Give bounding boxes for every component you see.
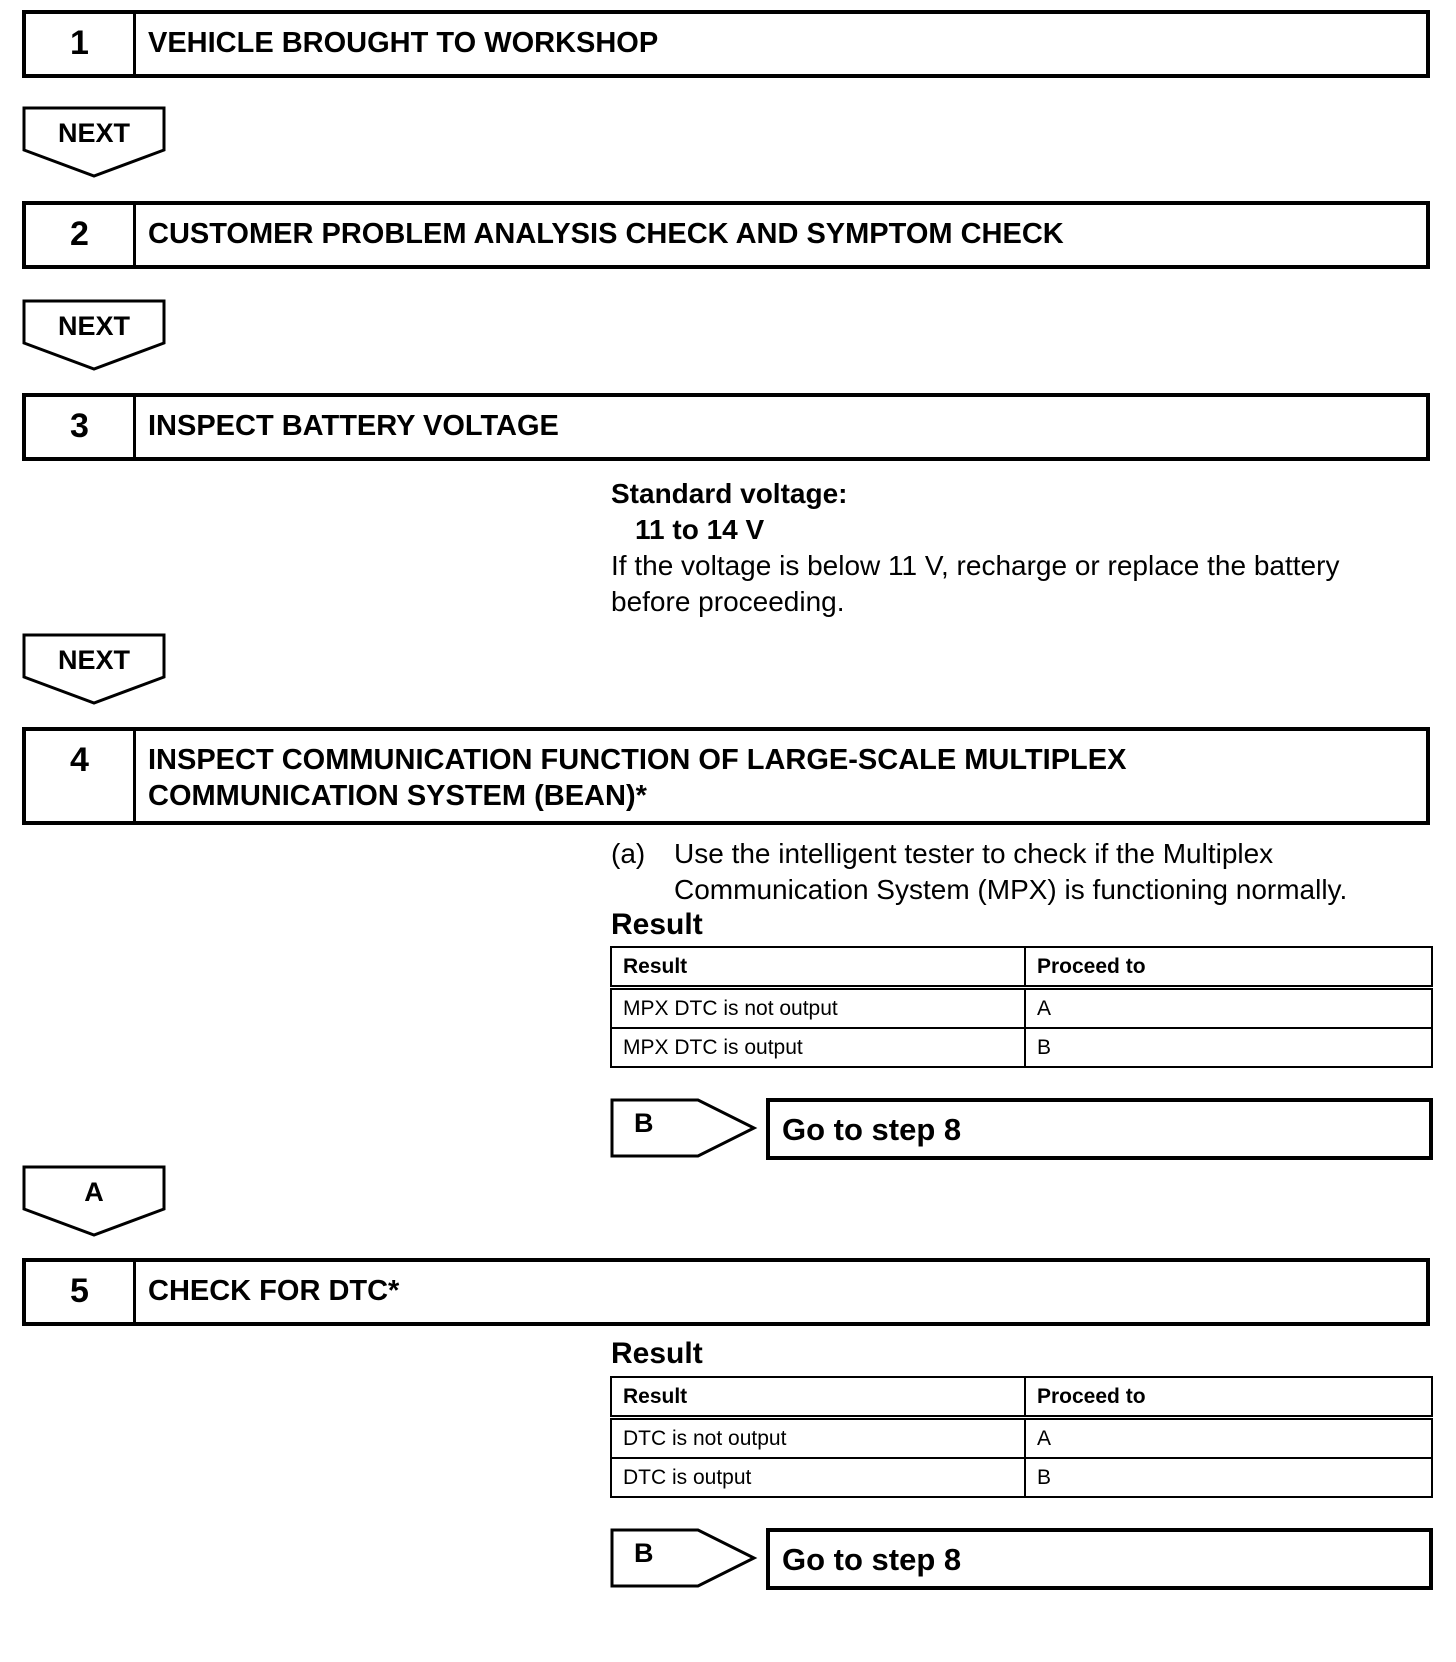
step-3-box <box>22 393 1430 461</box>
next-arrow-1: NEXT <box>22 106 166 178</box>
item-marker: (a) <box>611 838 646 869</box>
voltage-note-line2: before proceeding. <box>611 586 845 617</box>
result-heading: Result <box>611 908 703 941</box>
step4-branch-b <box>610 1098 1433 1160</box>
step5-result-table <box>610 1376 1433 1498</box>
instruction-line2: Communication System (MPX) is functioning normally. <box>674 874 1348 905</box>
table-row: DTC is not output A <box>611 1418 1432 1459</box>
branch-a-arrow: A <box>22 1165 166 1237</box>
goto-step-box: Go to step 8 <box>766 1098 1433 1160</box>
step-number: 1 <box>26 14 136 74</box>
step-title: INSPECT BATTERY VOLTAGE <box>148 410 559 442</box>
table-row: MPX DTC is output B <box>611 1028 1432 1067</box>
step-5-box <box>22 1258 1430 1326</box>
step4-result-table <box>610 946 1433 1068</box>
step-1-box <box>22 10 1430 78</box>
next-arrow-2: NEXT <box>22 299 166 371</box>
step-title: INSPECT COMMUNICATION FUNCTION OF LARGE-SCALE MULTIPLEX COMMUNICATION SYSTEM (BEAN)* <box>148 744 1127 812</box>
table-header-row <box>611 947 1432 988</box>
step-number: 4 <box>26 731 136 821</box>
table-row: DTC is output B <box>611 1458 1432 1497</box>
step-4-box <box>22 727 1430 825</box>
step-title: VEHICLE BROUGHT TO WORKSHOP <box>148 27 659 59</box>
header-result: Result <box>611 1377 1025 1418</box>
branch-label: B <box>634 1538 654 1568</box>
voltage-note-line1: If the voltage is below 11 V, recharge or replace the battery <box>611 550 1340 581</box>
next-arrow-3: NEXT <box>22 633 166 705</box>
table-header-row <box>611 1377 1432 1418</box>
standard-voltage-block <box>611 476 1339 620</box>
step-number: 2 <box>26 205 136 265</box>
header-proceed: Proceed to <box>1025 1377 1432 1418</box>
header-result: Result <box>611 947 1025 988</box>
step4-instruction <box>611 836 1347 908</box>
standard-voltage-label: Standard voltage: <box>611 478 848 509</box>
result-heading: Result <box>611 1337 703 1370</box>
step-title: CHECK FOR DTC* <box>148 1275 400 1307</box>
table-row: MPX DTC is not output A <box>611 988 1432 1029</box>
step-number: 3 <box>26 397 136 457</box>
instruction-line1: Use the intelligent tester to check if the Multiplex <box>674 838 1274 869</box>
standard-voltage-value: 11 to 14 V <box>635 514 765 545</box>
step5-branch-b <box>610 1528 1433 1590</box>
step-title: CUSTOMER PROBLEM ANALYSIS CHECK AND SYMPTOM CHECK <box>148 218 1064 250</box>
goto-step-box: Go to step 8 <box>766 1528 1433 1590</box>
header-proceed: Proceed to <box>1025 947 1432 988</box>
step-2-box <box>22 201 1430 269</box>
step-number: 5 <box>26 1262 136 1322</box>
branch-label: B <box>634 1108 654 1138</box>
